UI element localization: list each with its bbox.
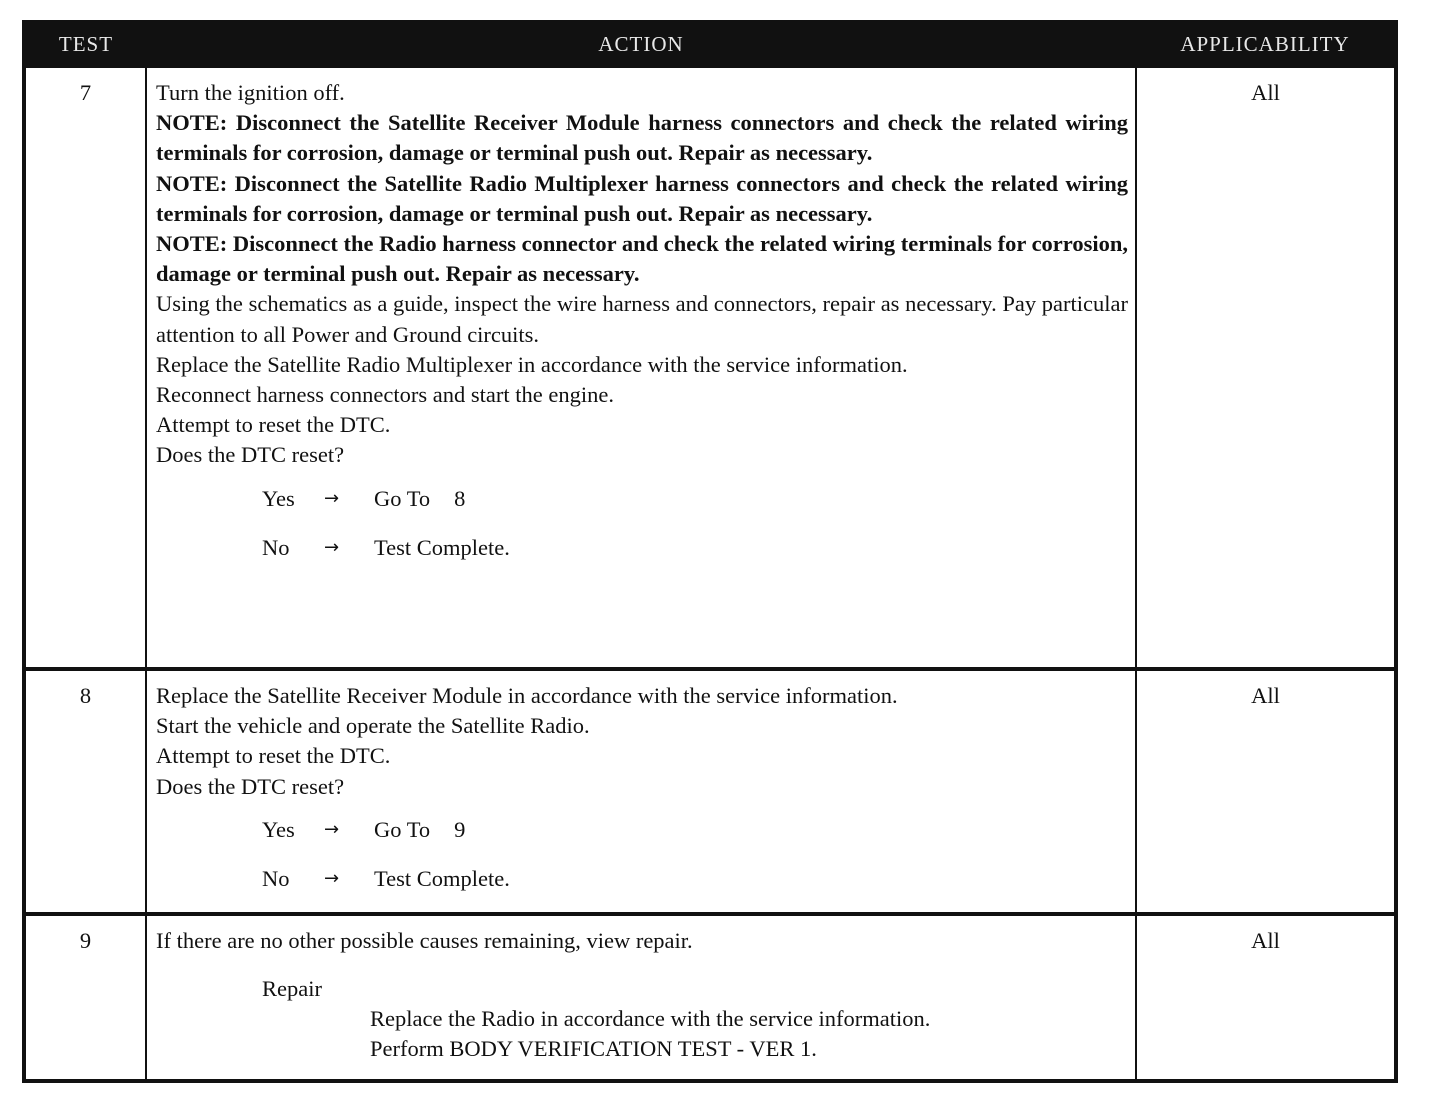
repair-steps <box>156 1004 1128 1070</box>
goto-label: Go To <box>374 486 431 512</box>
action-step: Start the vehicle and operate the Satellite Radio. <box>156 713 590 739</box>
no-result: Test Complete. <box>374 866 510 892</box>
action-step: Using the schematics as a guide, inspect the wire harness and connectors, repair as necessary. Pay particular attention to all Power and Ground circuits. <box>156 291 1128 347</box>
note-text: NOTE: Disconnect the Radio harness connector and check the related wiring terminals for corrosion, damage or terminal push out. Repair as necessary. <box>156 231 1129 287</box>
no-result: Test Complete. <box>374 535 510 561</box>
action-cell <box>146 669 1136 914</box>
diagnostic-test-table <box>22 20 1398 1083</box>
goto-target: 9 <box>454 817 466 843</box>
applicability-value: All <box>1136 669 1396 914</box>
header-test: TEST <box>24 22 146 66</box>
repair-step: Perform BODY VERIFICATION TEST - VER 1. <box>370 1036 817 1062</box>
table-row <box>24 66 1396 669</box>
action-question: Does the DTC reset? <box>156 773 345 799</box>
action-step: Replace the Satellite Receiver Module in accordance with the service information. <box>156 683 898 708</box>
header-applicability: APPLICABILITY <box>1136 22 1396 66</box>
header-action: ACTION <box>146 22 1136 66</box>
goto-label: Go To <box>374 817 431 843</box>
repair-step: Replace the Radio in accordance with the service information. <box>370 1006 931 1032</box>
right-arrow-icon: → <box>324 819 340 841</box>
yes-branch <box>156 806 1128 855</box>
action-step: Replace the Satellite Radio Multiplexer in accordance with the service information. <box>156 351 908 377</box>
action-cell <box>146 914 1136 1081</box>
applicability-value: All <box>1136 66 1396 669</box>
table-row <box>24 669 1396 914</box>
right-arrow-icon: → <box>324 488 340 510</box>
note-text: NOTE: Disconnect the Satellite Receiver Module harness connectors and check the related wiring terminals for corrosion, damage or terminal push out. Repair as necessary. <box>156 110 1128 166</box>
note-text: NOTE: Disconnect the Satellite Radio Multiplexer harness connectors and check the related wiring terminals for corrosion, damage or terminal push out. Repair as necessary. <box>156 170 1128 226</box>
action-step: Turn the ignition off. <box>156 80 345 105</box>
action-cell <box>146 66 1136 669</box>
no-branch <box>156 524 1128 573</box>
repair-label: Repair <box>262 976 322 1002</box>
action-step: Reconnect harness connectors and start the engine. <box>156 382 614 408</box>
yes-branch <box>156 475 1128 524</box>
goto-target: 8 <box>454 486 466 512</box>
right-arrow-icon: → <box>324 868 340 890</box>
no-label: No <box>262 866 290 892</box>
yes-label: Yes <box>262 817 295 843</box>
applicability-value: All <box>1136 914 1396 1081</box>
no-branch <box>156 855 1128 904</box>
test-number: 8 <box>24 669 146 914</box>
table-header-row <box>24 22 1396 66</box>
action-question: Does the DTC reset? <box>156 442 345 468</box>
test-number: 9 <box>24 914 146 1081</box>
test-number: 7 <box>24 66 146 669</box>
right-arrow-icon: → <box>324 537 340 559</box>
action-step: Attempt to reset the DTC. <box>156 412 391 438</box>
action-step: Attempt to reset the DTC. <box>156 743 391 769</box>
yes-label: Yes <box>262 486 295 512</box>
action-step: If there are no other possible causes remaining, view repair. <box>156 927 693 953</box>
no-label: No <box>262 535 290 561</box>
table-row <box>24 914 1396 1081</box>
